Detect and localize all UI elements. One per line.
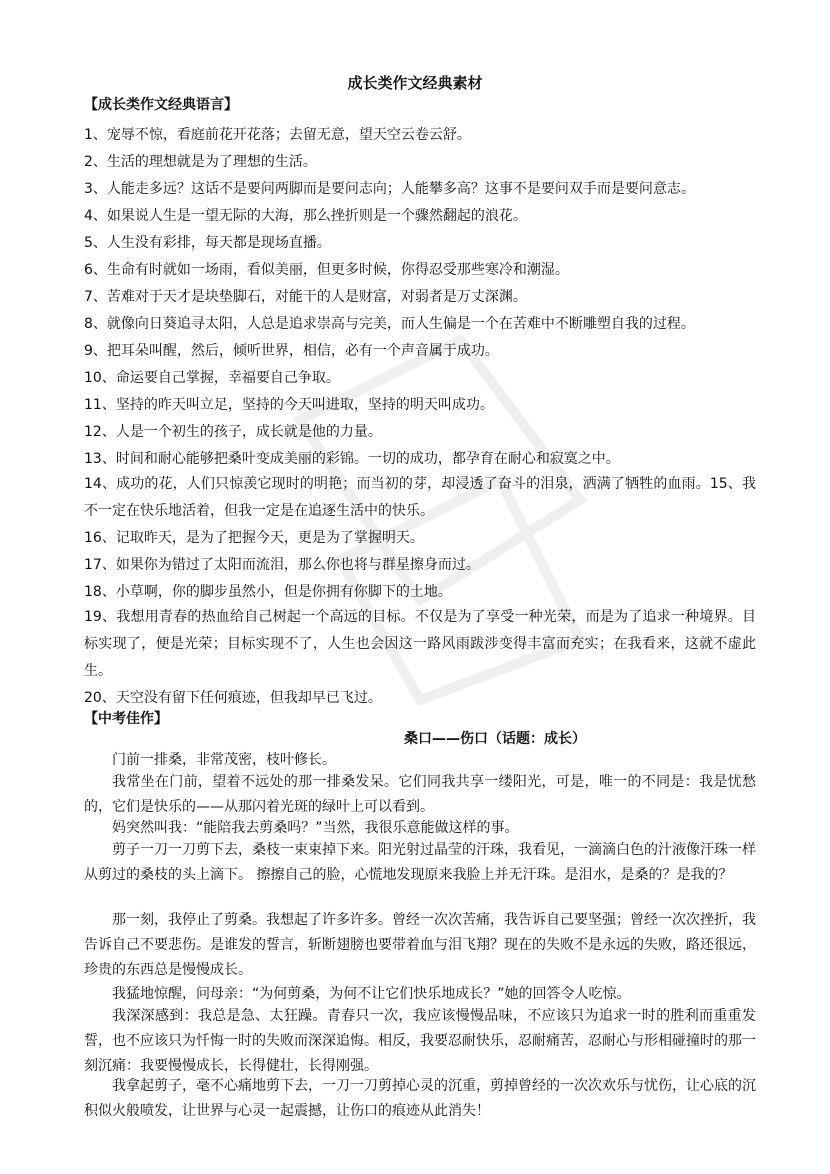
essay-paragraph: 门前一排桑，非常茂密，枝叶修长。 [112,752,336,768]
quote-item: 11、坚持的昨天叫立足，坚持的今天叫进取，坚持的明天叫成功。 [84,397,494,413]
quote-item: 14、成功的花，人们只惊羡它现时的明艳；而当初的芽，却浸透了奋斗的泪泉，洒满了牺牲的血雨。15、我不一定在快乐地活着，但我一定是在追逐生活中的快乐。 [84,476,756,519]
quote-item: 6、生命有时就如一场雨，看似美丽，但更多时候，你得忍受那些寒冷和潮湿。 [84,262,569,278]
section-heading-quotes: 【成长类作文经典语言】 [84,97,238,113]
section-heading-essay: 【中考佳作】 [84,711,168,727]
essay-paragraph: 我拿起剪子，毫不心痛地剪下去，一刀一刀剪掉心灵的沉重，剪掉曾经的一次次欢乐与忧伤，让心底的沉积似火般喷发，让世界与心灵一起震撼，让伤口的痕迹从此消失！ [84,1078,756,1119]
quote-item: 19、我想用青春的热血给自己树起一个高远的目标。不仅是为了享受一种光荣，而是为了追求一种境界。目标实现了，便是光荣；目标实现不了，人生也会因这一路风雨跋涉变得丰富而充实；在我看来，这就不虚此生。 [84,609,756,679]
essay-paragraph: 我常坐在门前，望着不远处的那一排桑发呆。它们同我共享一缕阳光，可是，唯一的不同是：我是忧愁的，它们是快乐的——从那闪着光斑的绿叶上可以看到。 [84,774,756,815]
quote-item: 1、宠辱不惊，看庭前花开花落；去留无意，望天空云卷云舒。 [84,127,471,143]
essay-paragraph: 那一刻，我停止了剪桑。我想起了许多许多。曾经一次次苦痛，我告诉自己要坚强；曾经一次次挫折，我告诉自己不要悲伤。是谁发的誓言，斩断翅膀也要带着血与泪飞翔？现在的失败不是永远的失败，路还很远，珍贵的东西总是慢慢成长。 [84,912,756,978]
essay-paragraph: 我猛地惊醒，问母亲：“为何剪桑，为何不让它们快乐地成长？”她的回答令人吃惊。 [112,986,631,1002]
quote-item: 9、把耳朵叫醒，然后，倾听世界，相信，必有一个声音属于成功。 [84,343,499,359]
page-title: 成长类作文经典素材 [347,74,483,92]
quote-item: 5、人生没有彩排，每天都是现场直播。 [84,235,331,251]
quote-item: 16、记取昨天，是为了把握今天，更是为了掌握明天。 [84,530,424,546]
essay-title: 桑口——伤口（话题：成长） [404,731,586,747]
quote-item: 12、人是一个初生的孩子，成长就是他的力量。 [84,424,382,440]
essay-paragraph: 剪子一刀一刀剪下去，桑枝一束束掉下来。阳光射过晶莹的汗珠，我看见，一滴滴白色的汁液像汗珠一样从剪过的桑枝的头上滴下。 擦擦自己的脸，心慌地发现原来我脸上并无汗珠。是泪水，是桑的？是我的？ [84,842,756,883]
quote-item: 2、生活的理想就是为了理想的生活。 [84,154,317,170]
quote-item: 10、命运要自己掌握，幸福要自己争取。 [84,370,340,386]
essay-paragraph: 我深深感到：我总是急、太狂躁。青春只一次，我应该慢慢品味，不应该只为追求一时的胜利而重重发誓，也不应该只为忏悔一时的失败而深深追悔。相反，我要忍耐快乐，忍耐痛苦，忍耐心与形相碰撞时的那一刻沉痛：我要慢慢成长，长得健壮，长得刚强。 [84,1008,756,1074]
quote-item: 3、人能走多远？这话不是要问两脚而是要问志向；人能攀多高？这事不是要问双手而是要问意志。 [84,181,695,197]
quote-item: 20、天空没有留下任何痕迹，但我却早已飞过。 [84,690,382,706]
quote-item: 17、如果你为错过了太阳而流泪，那么你也将与群星擦身而过。 [84,557,480,573]
quote-item: 4、如果说人生是一望无际的大海，那么挫折则是一个骤然翻起的浪花。 [84,208,527,224]
quote-item: 7、苦难对于天才是块垫脚石，对能干的人是财富，对弱者是万丈深渊。 [84,289,527,305]
quote-item: 8、就像向日葵追寻太阳，人总是追求崇高与完美，而人生偏是一个在苦难中不断雕塑自我的过程。 [84,316,695,332]
essay-paragraph: 妈突然叫我：“能陪我去剪桑吗？”当然，我很乐意能做这样的事。 [112,820,519,836]
quote-item: 18、小草啊，你的脚步虽然小，但是你拥有你脚下的土地。 [84,584,452,600]
quote-item: 13、时间和耐心能够把桑叶变成美丽的彩锦。一切的成功，都孕育在耐心和寂寞之中。 [84,451,620,467]
